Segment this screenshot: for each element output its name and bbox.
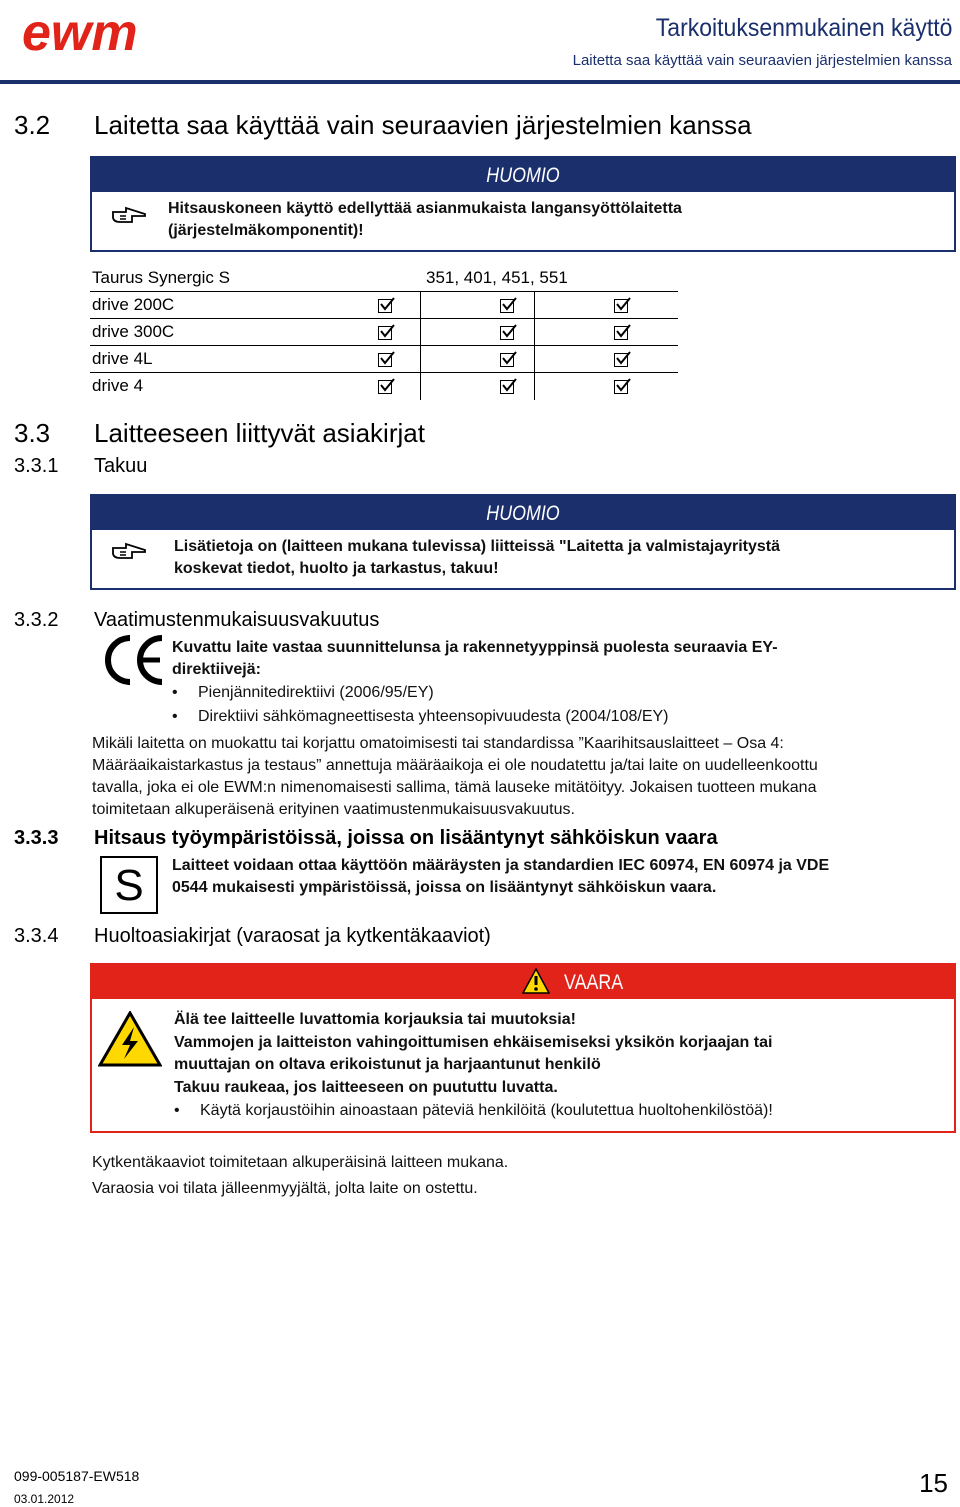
conformity-para-line-1: Mikäli laitetta on muokattu tai korjattu omatoimisesti tai standardissa ”Kaarihitsauslaitteet – Osa 4:: [92, 735, 784, 752]
checked-box-icon: [614, 326, 628, 340]
list-item: • Direktiivi sähkömagneettisesta yhteensopivuudesta (2004/108/EY): [198, 706, 669, 728]
section-3-3-3-heading: [14, 827, 914, 853]
conformity-para-line-2: Määräaikaistarkastus ja testaus” annettuja määräaikoja ei ole noudatettu ja/tai laite on uudelleenkoottu: [92, 757, 818, 774]
header-title: Tarkoituksenmukainen käyttö: [655, 14, 952, 42]
danger-line-1: Älä tee laitteelle luvattomia korjauksia tai muutoksia!: [174, 1011, 576, 1028]
ce-intro-line-1: Kuvattu laite vastaa suunnittelunsa ja rakennetyyppinsä puolesta seuraavia EY-: [172, 639, 778, 656]
table-row-label: drive 4: [92, 376, 144, 395]
checked-box-icon: [614, 380, 628, 394]
section-3-3-1-heading: [14, 455, 914, 481]
section-title: Laitetta saa käyttää vain seuraavien järjestelmien kanssa: [94, 110, 752, 140]
notice-line-2: (järjestelmäkomponentit)!: [168, 222, 364, 239]
section-3-2-heading: [14, 110, 914, 142]
section-title: Vaatimustenmukaisuusvakuutus: [94, 609, 380, 631]
ce-mark-icon: [98, 634, 168, 686]
after-line-2: Varaosia voi tilata jälleenmyyjältä, jolta laite on ostettu.: [92, 1180, 478, 1197]
table-rule: [90, 345, 678, 346]
checked-box-icon: [378, 353, 392, 367]
checked-box-icon: [614, 353, 628, 367]
ewm-logo: [22, 6, 162, 58]
checked-box-icon: [378, 380, 392, 394]
table-row-label: drive 4L: [92, 349, 153, 368]
section-3-3-2-heading: [14, 609, 914, 635]
danger-label: VAARA: [564, 971, 624, 994]
header-subtitle: Laitetta saa käyttää vain seuraavien järjestelmien kanssa: [572, 52, 952, 69]
danger-header: [92, 965, 954, 999]
notice-line-1: Hitsauskoneen käyttö edellyttää asianmukaista langansyöttölaitetta: [168, 200, 682, 217]
section-title: Hitsaus työympäristöissä, joissa on lisääntynyt sähköiskun vaara: [94, 827, 718, 849]
notice-box-3-2: [90, 156, 956, 252]
ce-intro-line-2: direktiivejä:: [172, 661, 261, 678]
s-mark-letter: S: [114, 861, 144, 910]
table-header-models: 351, 401, 451, 551: [426, 268, 568, 287]
after-line-1: Kytkentäkaaviot toimitetaan alkuperäisinä laitteen mukana.: [92, 1154, 509, 1171]
table-header-label: Taurus Synergic S: [92, 268, 230, 287]
section-number: 3.3.2: [14, 609, 59, 631]
section-number: 3.3: [14, 418, 51, 448]
notice-box-3-3-1: [90, 494, 956, 590]
s-mark-icon: [100, 856, 158, 914]
doc-date: 03.01.2012: [14, 1492, 75, 1506]
table-col-divider: [534, 292, 535, 400]
checked-box-icon: [500, 380, 514, 394]
pointing-hand-icon: [112, 540, 146, 562]
notice-label: HUOMIO: [486, 164, 560, 187]
section-3-3-heading: [14, 418, 914, 450]
compatibility-table: [90, 264, 680, 400]
doc-code: 099-005187-EW518: [14, 1468, 140, 1484]
warning-triangle-icon: [522, 968, 550, 994]
table-rule: [90, 291, 678, 292]
section-number: 3.3.1: [14, 455, 59, 477]
checked-box-icon: [500, 326, 514, 340]
danger-line-2: Vammojen ja laitteiston vahingoittumisen ehkäisemiseksi yksikön korjaajan tai: [174, 1034, 773, 1051]
section-title: Huoltoasiakirjat (varaosat ja kytkentäkaaviot): [94, 925, 491, 947]
page-number: 15: [919, 1468, 948, 1498]
high-voltage-icon: [98, 1011, 162, 1067]
table-row-label: drive 300C: [92, 322, 175, 341]
notice-header: [92, 496, 954, 530]
notice-header: [92, 158, 954, 192]
table-rule: [90, 372, 678, 373]
notice-line-1: Lisätietoja on (laitteen mukana tulevissa) liitteissä "Laitetta ja valmistajayritystä: [174, 538, 781, 555]
danger-bullet: • Käytä korjaustöihin ainoastaan päteviä henkilöitä (koulutettua huoltohenkilöstöä)!: [200, 1100, 773, 1122]
notice-label: HUOMIO: [486, 502, 560, 525]
checked-box-icon: [378, 326, 392, 340]
checked-box-icon: [378, 299, 392, 313]
section-number: 3.2: [14, 110, 51, 140]
section-title: Takuu: [94, 455, 148, 477]
table-col-divider: [420, 292, 421, 400]
section-number: 3.3.4: [14, 925, 59, 947]
s-mark-line-2: 0544 mukaisesti ympäristöissä, joissa on lisääntynyt sähköiskun vaara.: [172, 879, 717, 896]
table-rule: [90, 318, 678, 319]
section-number: 3.3.3: [14, 827, 59, 849]
checked-box-icon: [500, 299, 514, 313]
table-row-label: drive 200C: [92, 295, 175, 314]
section-title: Laitteeseen liittyvät asiakirjat: [94, 418, 425, 448]
conformity-para-line-4: toimitetaan alkuperäisenä erityinen vaatimustenmukaisuusvakuutus.: [92, 801, 575, 818]
notice-line-2: koskevat tiedot, huolto ja tarkastus, takuu!: [174, 560, 499, 577]
logo-text: ewm: [22, 6, 138, 58]
s-mark-line-1: Laitteet voidaan ottaa käyttöön määräysten ja standardien IEC 60974, EN 60974 ja VDE: [172, 857, 830, 874]
list-item: • Pienjännitedirektiivi (2006/95/EY): [198, 682, 434, 704]
pointing-hand-icon: [112, 204, 146, 226]
header-rule: [0, 80, 960, 84]
checked-box-icon: [614, 299, 628, 313]
checked-box-icon: [500, 353, 514, 367]
danger-line-3: muuttajan on oltava erikoistunut ja harjaantunut henkilö: [174, 1056, 601, 1073]
danger-box: [90, 963, 956, 1133]
conformity-para-line-3: tavalla, joka ei ole EWM:n nimenomaisesti sallima, tämä lauseke mitätöityy. Jokaisen tuotteen mukana: [92, 779, 817, 796]
danger-line-4: Takuu raukeaa, jos laitteeseen on puututtu luvatta.: [174, 1079, 558, 1096]
section-3-3-4-heading: [14, 925, 914, 951]
